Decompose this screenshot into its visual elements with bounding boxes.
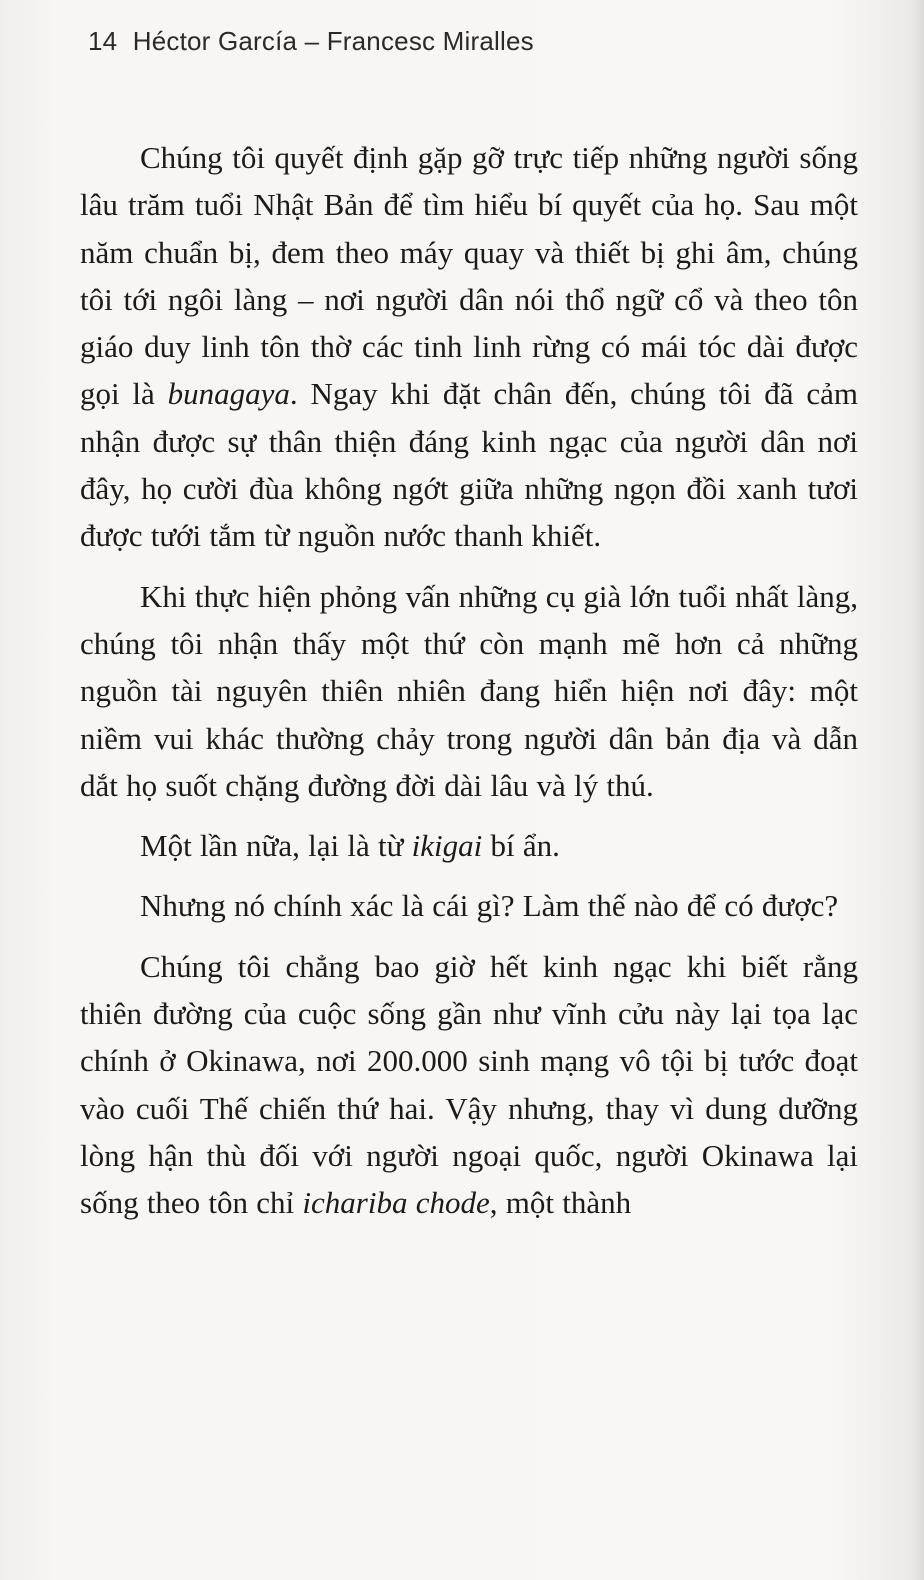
italic-text-run: bunagaya [167, 376, 290, 412]
text-run: , một thành [489, 1185, 632, 1221]
text-run: bí ẩn. [482, 828, 560, 864]
paragraph [80, 822, 858, 869]
running-head [88, 26, 534, 57]
text-run: Chúng tôi chẳng bao giờ hết kinh ngạc khi biết rằng thiên đường của cuộc sống gần như vĩnh cửu này lại tọa lạc chính ở Okinawa, nơi 200.000 sinh mạng vô tội bị tước đoạt vào cuối Thế chiến thứ hai. Vậy nhưng, thay vì dung dưỡng lòng hận thù đối với người ngoại quốc, người Okinawa lại sống theo tôn chỉ [80, 948, 858, 1221]
italic-text-run: ichariba chode [302, 1185, 490, 1221]
paragraph [80, 134, 858, 560]
italic-text-run: ikigai [411, 828, 483, 864]
text-run: Một lần nữa, lại là từ [140, 828, 412, 864]
text-run: Chúng tôi quyết định gặp gỡ trực tiếp những người sống lâu trăm tuổi Nhật Bản để tìm hiểu bí quyết của họ. Sau một năm chuẩn bị, đem theo máy quay và thiết bị ghi âm, chúng tôi tới ngôi làng – nơi người dân nói thổ ngữ cổ và theo tôn giáo duy linh tôn thờ các tinh linh rừng có mái tóc dài được gọi là [80, 140, 858, 412]
page-number: 14 [88, 26, 118, 56]
text-run: Khi thực hiện phỏng vấn những cụ già lớn tuổi nhất làng, chúng tôi nhận thấy một thứ còn mạnh mẽ hơn cả những nguồn tài nguyên thiên nhiên đang hiển hiện nơi đây: một niềm vui khác thường chảy trong người dân bản địa và dẫn dắt họ suốt chặng đường đời dài lâu và lý thú. [80, 578, 858, 803]
paragraph [80, 943, 858, 1227]
running-head-authors: Héctor García – Francesc Miralles [132, 26, 534, 56]
page-edge-shadow [910, 0, 924, 1580]
text-run: Nhưng nó chính xác là cái gì? Làm thế nào để có được? [140, 888, 839, 924]
text-run: . Ngay khi đặt chân đến, chúng tôi đã cảm nhận được sự thân thiện đáng kinh ngạc của người dân nơi đây, họ cười đùa không ngớt giữa những ngọn đồi xanh tươi được tưới tắm từ nguồn nước thanh khiết. [80, 376, 858, 554]
body-text [80, 134, 858, 1227]
paragraph [80, 882, 858, 929]
paragraph [80, 573, 858, 809]
